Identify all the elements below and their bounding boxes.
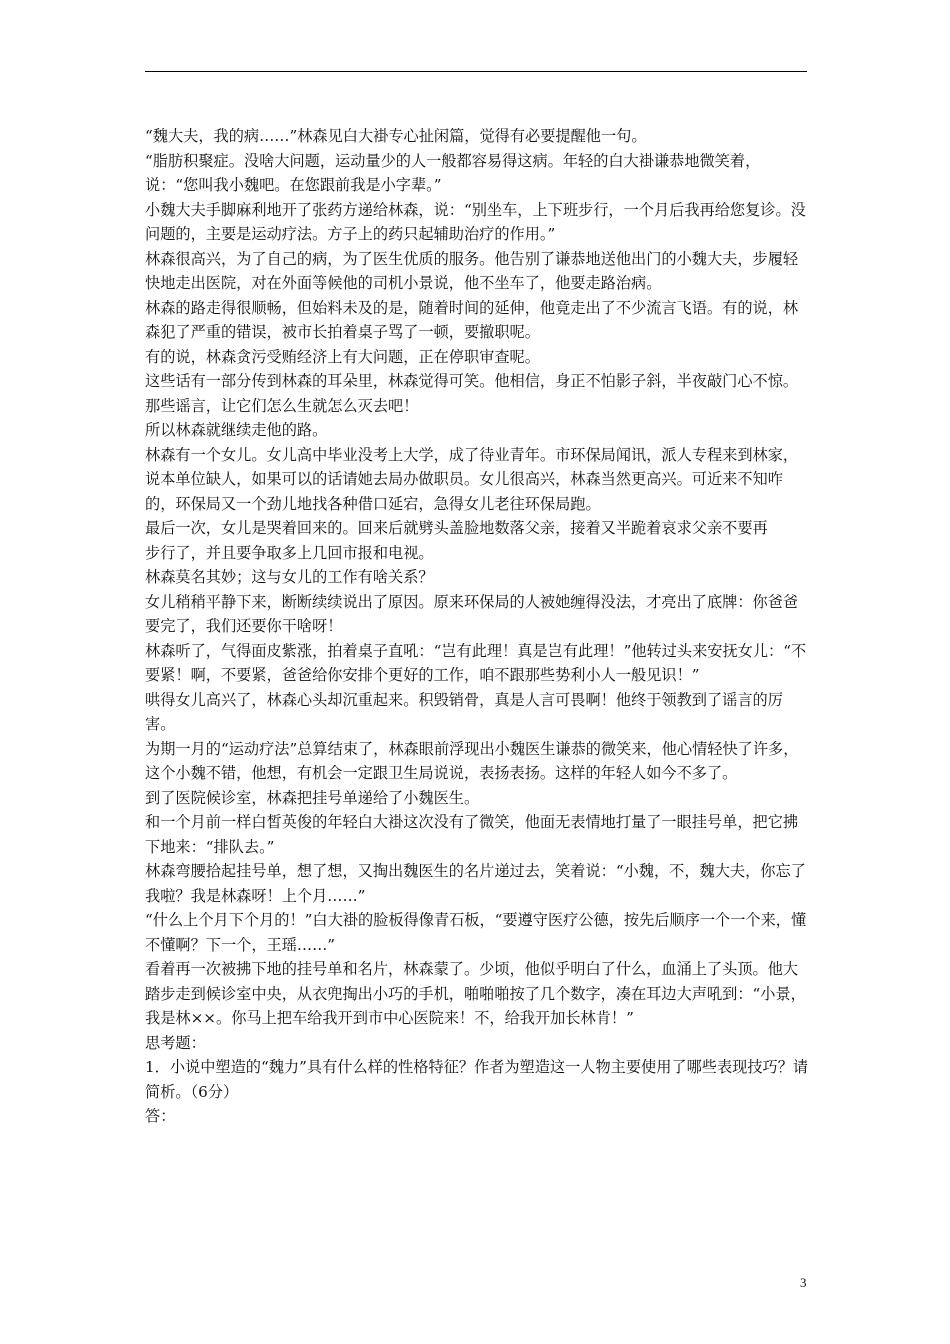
paragraph: 为期一月的“运动疗法”总算结束了，林森眼前浮现出小魏医生谦恭的微笑来，他心情轻快了许多，这个小魏不错，他想，有机会一定跟卫生局说说，表扬表扬。这样的年轻人如今不多了。	[145, 739, 799, 782]
header-rule	[145, 71, 807, 72]
paragraph: 林森听了，气得面皮紫涨，拍着桌子直吼：“岂有此理！真是岂有此理！”他转过头来安抚女儿：“不要紧！啊，不要紧，爸爸给你安排个更好的工作，咱不跟那些势利小人一般见识！”	[145, 641, 807, 684]
paragraph: 有的说，林森贪污受贿经济上有大问题，正在停职审查呢。	[145, 347, 540, 366]
paragraph: 到了医院候诊室，林森把挂号单递给了小魏医生。	[145, 788, 480, 807]
paragraph: 答：	[145, 1107, 176, 1125]
paragraph: 1．小说中塑造的“魏力”具有什么样的性格特征？作者为塑造这一人物主要使用了哪些表现技巧？请简析。（6分）	[145, 1058, 809, 1101]
paragraph: 林森莫名其妙；这与女儿的工作有啥关系？	[145, 568, 434, 586]
paragraph: 思考题：	[145, 1033, 206, 1052]
paragraph: “什么上个月下个月的！”白大褂的脸板得像青石板，“要遵守医疗公德，按先后顺序一个一个来，懂不懂啊？下一个，王瑶……”	[145, 911, 807, 954]
paragraph: 看着再一次被拂下地的挂号单和名片，林森蒙了。少顷，他似乎明白了什么，血涌上了头顶。他大踏步走到候诊室中央，从衣兜掏出小巧的手机，啪啪啪按了几个数字，凑在耳边大声吼到：“小景，我是林××。你马上把车给我开到市中心医院来！不，给我开加长林肯！”	[145, 960, 806, 1027]
paragraph: 女儿稍稍平静下来，断断续续说出了原因。原来环保局的人被她缠得没法，才亮出了底牌：你爸爸要完了，我们还要你干啥呀！	[145, 592, 799, 635]
paragraph: 林森很高兴，为了自己的病，为了医生优质的服务。他告别了谦恭地送他出门的小魏大夫，步履轻快地走出医院，对在外面等候他的司机小景说，他不坐车了，他要走路治病。	[145, 249, 799, 292]
paragraph: 和一个月前一样白皙英俊的年轻白大褂这次没有了微笑，他面无表情地打量了一眼挂号单，把它拂下地来：“排队去。”	[145, 813, 799, 856]
paragraph: 哄得女儿高兴了，林森心头却沉重起来。积毁销骨，真是人言可畏啊！他终于领教到了谣言的厉害。	[145, 690, 783, 733]
paragraph: 这些话有一部分传到林森的耳朵里，林森觉得可笑。他相信，身正不怕影子斜，半夜敲门心不惊。那些谣言，让它们怎么生就怎么灭去吧！	[145, 372, 799, 415]
paragraph: “脂肪积聚症。没啥大问题，运动量少的人一般都容易得这病。年轻的白大褂谦恭地微笑着，说：“您叫我小魏吧。在您跟前我是小字辈。”	[145, 151, 761, 194]
page-number: 3	[800, 1275, 807, 1290]
paragraph: 所以林森就继续走他的路。	[145, 421, 328, 439]
paragraph: 林森弯腰拾起挂号单，想了想，又掏出魏医生的名片递过去，笑着说：“小魏，不，魏大夫，你忘了我啦？我是林森呀！上个月……”	[145, 862, 806, 905]
paragraph: 步行了，并且要争取多上几回市报和电视。	[145, 543, 434, 562]
paragraph: 林森的路走得很顺畅，但始料未及的是，随着时间的延伸，他竟走出了不少流言飞语。有的说，林森犯了严重的错误，被市长拍着桌子骂了一顿，要撤职呢。	[145, 298, 799, 341]
paragraph: 林森有一个女儿。女儿高中毕业没考上大学，成了待业青年。市环保局闻讯，派人专程来到林家，说本单位缺人，如果可以的话请她去局办做职员。女儿很高兴，林森当然更高兴。可近来不知咋的，环保局又一个劲儿地找各种借口延宕，急得女儿老往环保局跑。	[145, 445, 799, 513]
body-text	[145, 124, 810, 1129]
paragraph: 最后一次，女儿是哭着回来的。回来后就劈头盖脸地数落父亲，接着又半跪着哀求父亲不要再	[145, 519, 768, 537]
paragraph: 小魏大夫手脚麻利地开了张药方递给林森，说：“别坐车，上下班步行，一个月后我再给您复诊。没问题的，主要是运动疗法。方子上的药只起辅助治疗的作用。”	[145, 200, 806, 243]
paragraph: “魏大夫，我的病……”林森见白大褂专心扯闲篇，觉得有必要提醒他一句。	[145, 127, 647, 145]
